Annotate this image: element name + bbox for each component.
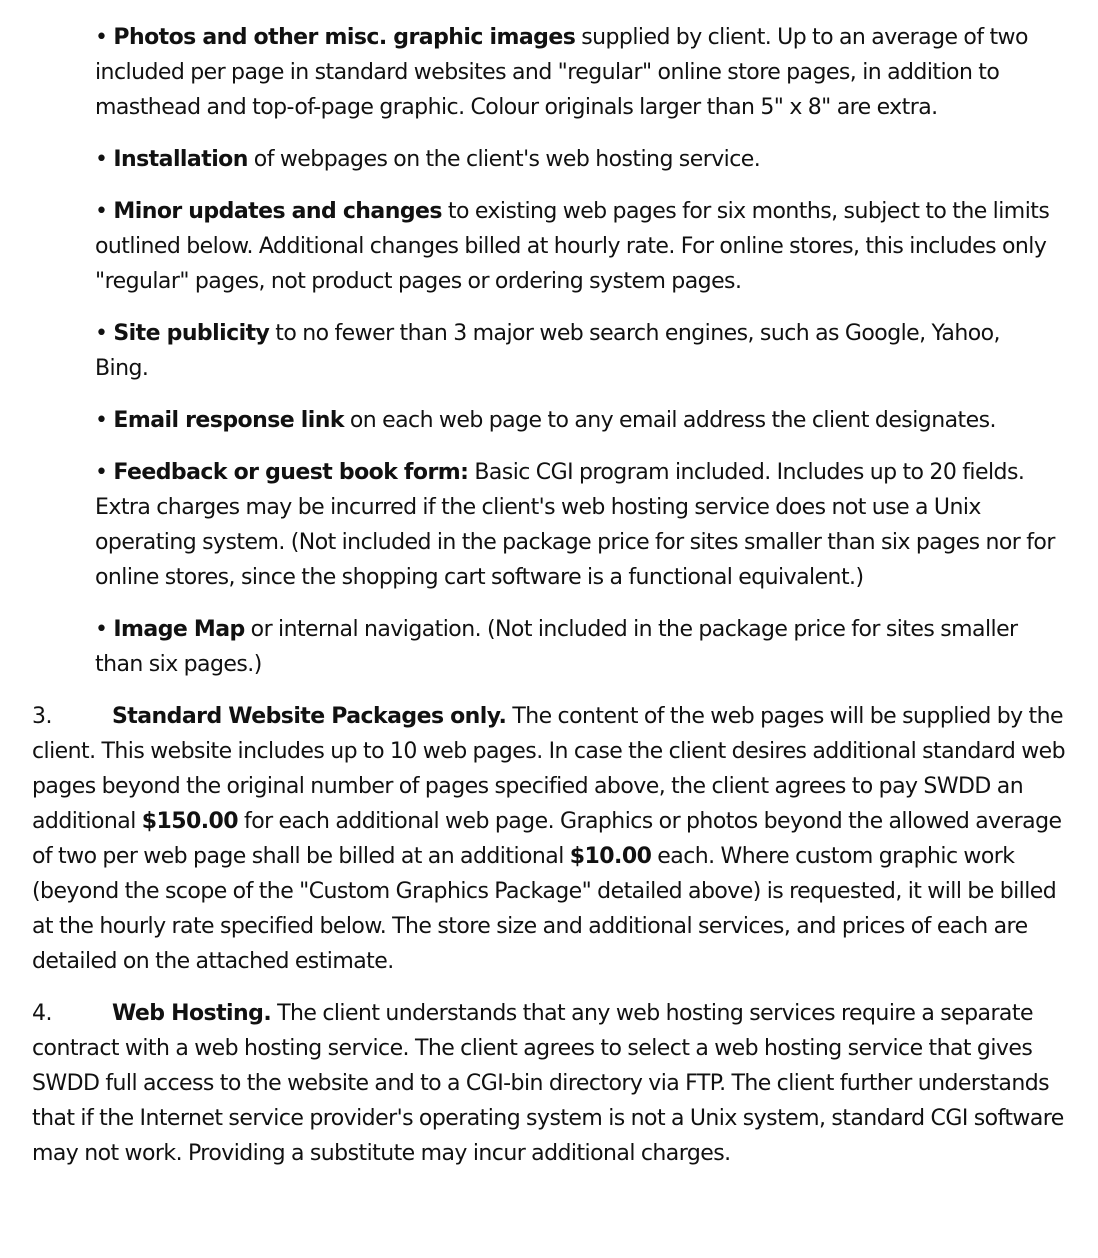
bullet-item-site-publicity [95,316,1055,386]
section-4-web-hosting [32,996,1067,1171]
bullet-marker: • [95,408,108,433]
bullet-lead: Photos and other misc. graphic images [113,25,576,50]
bullet-item-installation [95,142,1055,177]
section-text: The content of the web pages will be supplied by the client. This website includes up to 10 web pages. In case the client desires additional standard web pages beyond the original number of pages specified above, the client agrees to pay SWDD an additional [32,704,1066,834]
bullet-item-email-link [95,403,1055,438]
section-heading: Web Hosting. [112,1001,272,1026]
bullet-marker: • [95,460,108,485]
bullet-marker: • [95,199,108,224]
bullet-lead: Installation [113,147,248,172]
price-additional-graphic: $10.00 [569,844,652,869]
bullet-marker: • [95,321,108,346]
bullet-marker: • [95,617,108,642]
price-additional-page: $150.00 [141,809,239,834]
bullet-item-minor-updates [95,194,1055,299]
bullet-marker: • [95,25,108,50]
bullet-text: of webpages on the client's web hosting service. [247,147,761,172]
bullet-text: Basic CGI program included. Includes up to 20 fields. Extra charges may be incurred if the client's web hosting service does not use a Unix operating system. (Not included in the package price for sites smaller than six pages nor for online stores, since the shopping cart software is a functional equivalent.) [95,460,1055,590]
bullet-item-feedback-form [95,455,1055,595]
bullet-marker: • [95,147,108,172]
bullet-lead: Feedback or guest book form: [113,460,469,485]
section-text: for each additional web page. Graphics or photos beyond the allowed average of two per web page shall be billed at an additional [32,809,1062,869]
section-heading: Standard Website Packages only. [112,704,507,729]
bullet-lead: Site publicity [113,321,270,346]
bullet-lead: Email response link [113,408,344,433]
bullet-item-image-map [95,612,1055,682]
bullet-text: supplied by client. Up to an average of two included per page in standard websites and "regular" online store pages, in addition to masthead and top-of-page graphic. Colour originals larger than 5" x 8" are extra. [95,25,1028,120]
section-number: 4. [32,1001,52,1026]
bullet-lead: Image Map [113,617,245,642]
section-number: 3. [32,704,52,729]
section-text: each. Where custom graphic work (beyond the scope of the "Custom Graphics Package" detailed above) is requested, it will be billed at the hourly rate specified below. The store size and additional services, and prices of each are detailed on the attached estimate. [32,844,1057,974]
bullet-lead: Minor updates and changes [113,199,442,224]
bullet-text: on each web page to any email address the client designates. [343,408,996,433]
bullet-text: to existing web pages for six months, subject to the limits outlined below. Additional changes billed at hourly rate. For online stores, this includes only "regular" pages, not product pages or ordering system pages. [95,199,1050,294]
bullet-text: to no fewer than 3 major web search engines, such as Google, Yahoo, Bing. [95,321,1001,381]
section-text: The client understands that any web hosting services require a separate contract with a web hosting service. The client agrees to select a web hosting service that gives SWDD full access to the website and to a CGI-bin directory via FTP. The client further understands that if the Internet service provider's operating system is not a Unix system, standard CGI software may not work. Providing a substitute may incur additional charges. [32,1001,1064,1166]
bullet-item-photos [95,20,1055,125]
section-3-standard-packages [32,699,1067,979]
bullet-text: or internal navigation. (Not included in the package price for sites smaller than six pages.) [95,617,1018,677]
